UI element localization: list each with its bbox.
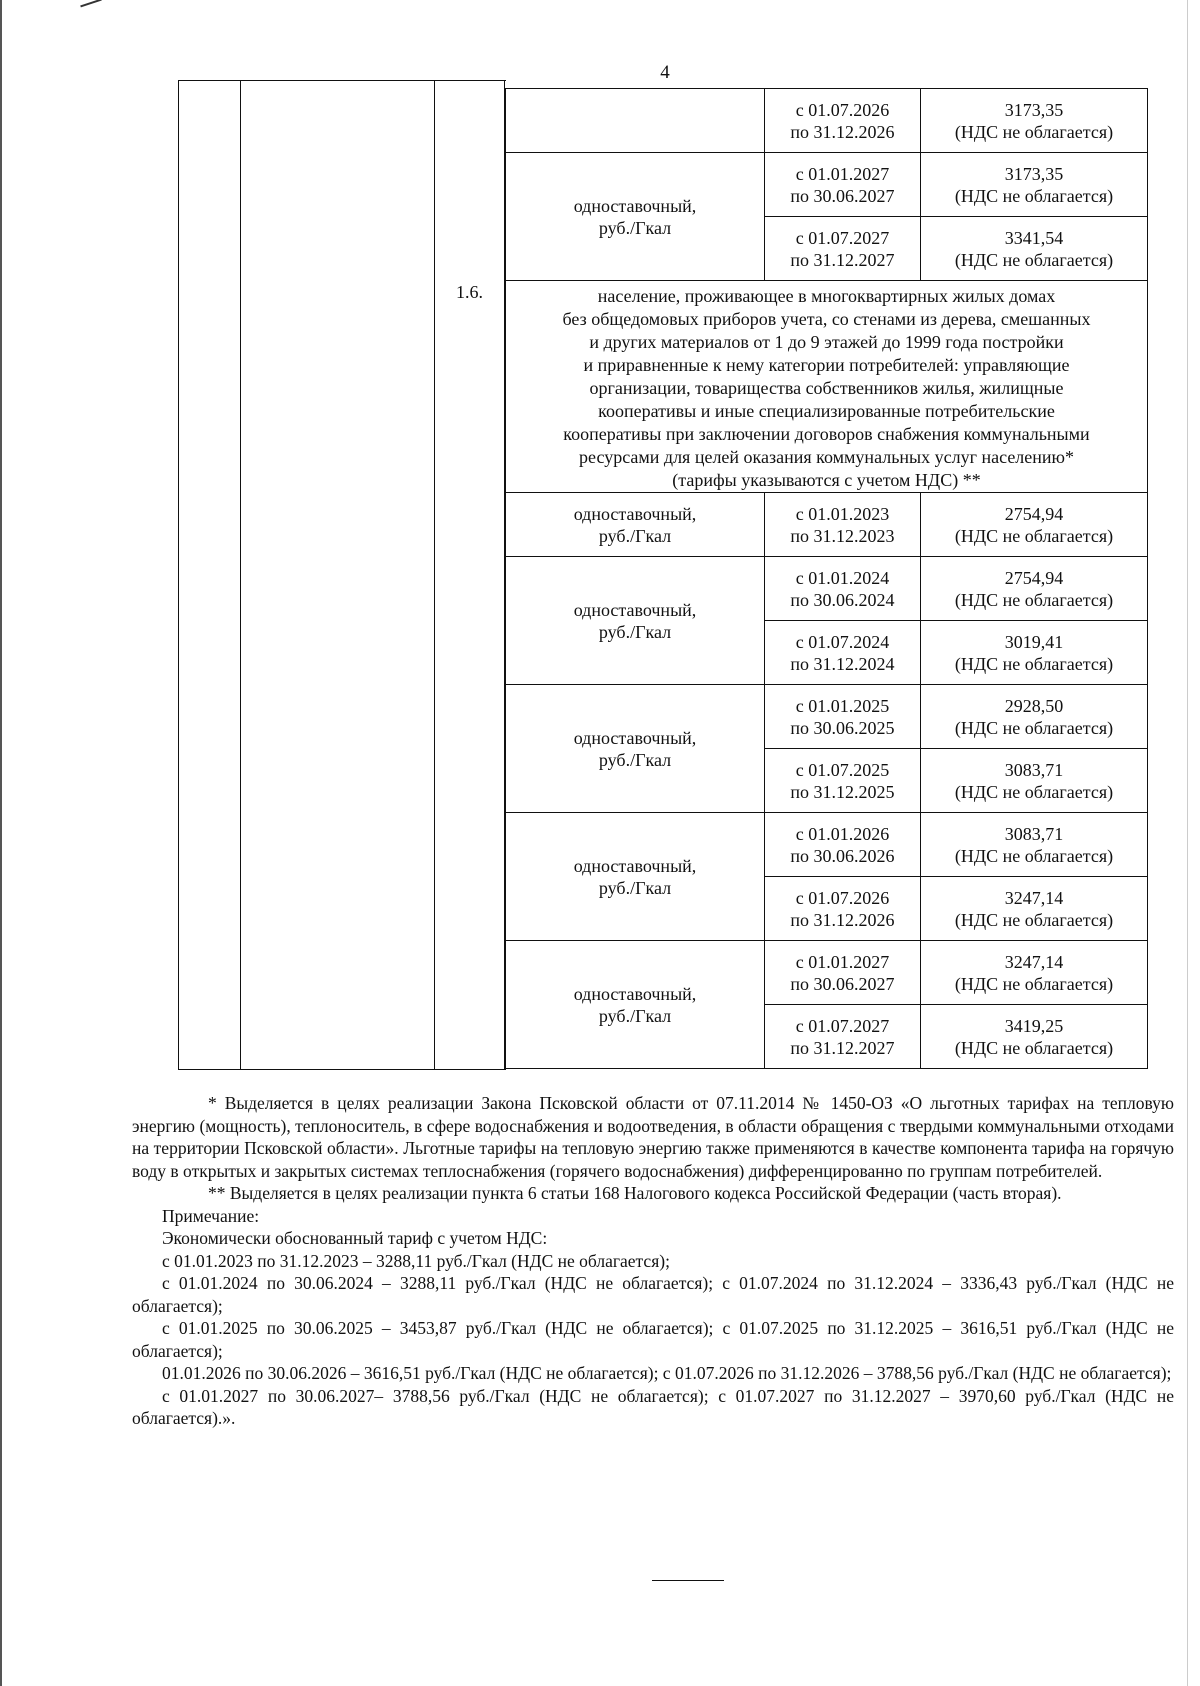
tariff-type-cell (506, 685, 765, 813)
tariff-value: 3247,14 (НДС не облагается) (954, 951, 1114, 994)
tariff-type-cell (506, 941, 765, 1069)
period-cell (765, 941, 921, 1005)
tariff-line: с 01.01.2027 по 30.06.2027– 3788,56 руб./Гкал (НДС не облагается); с 01.07.2027 по 31.12.2027 – 3970,60 руб./Гкал (НДС не облагается).». (132, 1385, 1174, 1428)
table-row (506, 493, 1148, 557)
table-row (506, 557, 1148, 621)
tariff-type: одноставочный, руб./Гкал (573, 727, 697, 770)
value-cell (921, 1005, 1148, 1069)
value-cell (921, 557, 1148, 621)
table-row (506, 153, 1148, 217)
period-cell (765, 493, 921, 557)
tariff-type-cell (506, 493, 765, 557)
item-number: 1.6. (456, 282, 483, 302)
period: с 01.01.2027 по 30.06.2027 (790, 163, 895, 206)
tariff-value: 3173,35 (НДС не облагается) (954, 99, 1114, 142)
period: с 01.01.2027 по 30.06.2027 (790, 951, 895, 994)
tariff-line: 01.01.2026 по 30.06.2026 – 3616,51 руб./Гкал (НДС не облагается); с 01.07.2026 по 31.12.2026 – 3788,56 руб./Гкал (НДС не облагается); (162, 1363, 1172, 1383)
scan-mark (80, 0, 102, 7)
tariff-value: 3083,71 (НДС не облагается) (954, 759, 1114, 802)
tariff-value: 3173,35 (НДС не облагается) (954, 163, 1114, 206)
period-cell (765, 877, 921, 941)
value-cell (921, 493, 1148, 557)
value-cell (921, 877, 1148, 941)
table-row (506, 813, 1148, 877)
tariff-value: 3341,54 (НДС не облагается) (954, 227, 1114, 270)
end-divider (652, 1580, 724, 1581)
consumer-category-cell (506, 281, 1148, 493)
tariff-value: 2928,50 (НДС не облагается) (954, 695, 1114, 738)
tariff-type: одноставочный, руб./Гкал (573, 599, 697, 642)
value-cell (921, 813, 1148, 877)
value-cell (921, 89, 1148, 153)
table-top-border (178, 80, 506, 81)
tariff-value: 2754,94 (НДС не облагается) (954, 503, 1114, 546)
period-cell (765, 813, 921, 877)
table-bottom-border (178, 1069, 506, 1070)
period-cell (765, 621, 921, 685)
table-row (506, 89, 1148, 153)
tariff-type: одноставочный, руб./Гкал (573, 503, 697, 546)
period: с 01.07.2027 по 31.12.2027 (790, 1015, 895, 1058)
tariff-type-cell (506, 89, 765, 153)
tariff-line: с 01.01.2023 по 31.12.2023 – 3288,11 руб./Гкал (НДС не облагается); (162, 1250, 670, 1271)
period: с 01.07.2024 по 31.12.2024 (790, 631, 895, 674)
notes-section (132, 1092, 1174, 1430)
period-cell (765, 1005, 921, 1069)
note-label: Примечание: (162, 1205, 260, 1226)
tariff-value: 3419,25 (НДС не облагается) (954, 1015, 1114, 1058)
tariff-label: Экономически обоснованный тариф с учетом НДС: (162, 1228, 548, 1248)
period: с 01.07.2025 по 31.12.2025 (790, 759, 895, 802)
value-cell (921, 153, 1148, 217)
table-col-divider (434, 80, 435, 1070)
period-cell (765, 557, 921, 621)
page-number: 4 (660, 62, 670, 83)
period: с 01.07.2026 по 31.12.2026 (790, 99, 895, 142)
value-cell (921, 749, 1148, 813)
tariff-line: с 01.01.2024 по 30.06.2024 – 3288,11 руб./Гкал (НДС не облагается); с 01.07.2024 по 31.12.2024 – 3336,43 руб./Гкал (НДС не облагается); (132, 1273, 1174, 1316)
tariff-value: 3083,71 (НДС не облагается) (954, 823, 1114, 866)
table-row (506, 685, 1148, 749)
tariff-type: одноставочный, руб./Гкал (573, 195, 697, 238)
category-row (506, 281, 1148, 493)
tariff-type-cell (506, 153, 765, 281)
period: с 01.01.2025 по 30.06.2025 (790, 695, 895, 738)
tariff-type: одноставочный, руб./Гкал (573, 983, 697, 1026)
period: с 01.01.2024 по 30.06.2024 (790, 567, 895, 610)
period-cell (765, 89, 921, 153)
tariff-type-cell (506, 813, 765, 941)
value-cell (921, 217, 1148, 281)
table-col-divider (240, 80, 241, 1070)
value-cell (921, 941, 1148, 1005)
tariff-value: 2754,94 (НДС не облагается) (954, 567, 1114, 610)
period-cell (765, 685, 921, 749)
period-cell (765, 749, 921, 813)
table-row (506, 941, 1148, 1005)
tariff-table (505, 88, 1148, 1069)
period-cell (765, 153, 921, 217)
period: с 01.01.2026 по 30.06.2026 (790, 823, 895, 866)
tariff-value: 3247,14 (НДС не облагается) (954, 887, 1114, 930)
value-cell (921, 685, 1148, 749)
period: с 01.01.2023 по 31.12.2023 (790, 503, 895, 546)
tariff-type-cell (506, 557, 765, 685)
table-left-border (178, 80, 179, 1070)
tariff-value: 3019,41 (НДС не облагается) (954, 631, 1114, 674)
period-cell (765, 217, 921, 281)
period: с 01.07.2027 по 31.12.2027 (790, 227, 895, 270)
value-cell (921, 621, 1148, 685)
tariff-type: одноставочный, руб./Гкал (573, 855, 697, 898)
period: с 01.07.2026 по 31.12.2026 (790, 887, 895, 930)
scan-left-edge (0, 0, 2, 1686)
consumer-category: население, проживающее в многоквартирных жилых домах без общедомовых приборов учета, со стенами из дерева, смешанных и других материалов от 1 до 9 этажей до 1999 года постройки и приравненные к нему категории потребителей: управляющие организации, товарищества собственников жилья, жилищные кооперативы и иные специализированные потребительские кооперативы при заключении договоров снабжения коммунальными ресурсами для целей оказания коммунальных услуг населению* (тарифы указываются с учетом НДС) ** (562, 286, 1091, 490)
footnote-one: * Выделяется в целях реализации Закона Псковской области от 07.11.2014 № 1450-ОЗ «О льготных тарифах на тепловую энергию (мощность), теплоноситель, в сфере водоснабжения и водоотведения, в области обращения с твердыми коммунальными отходами на территории Псковской области». Льготные тарифы на тепловую энергию также применяются в качестве компонента тарифа на горячую воду в открытых и закрытых системах теплоснабжения (горячего водоснабжения) дифференцированно по группам потребителей. (132, 1093, 1174, 1181)
scan-right-edge (1187, 0, 1188, 1686)
footnote-two: ** Выделяется в целях реализации пункта 6 статьи 168 Налогового кодекса Российской Федерации (часть вторая). (208, 1183, 1062, 1203)
tariff-line: с 01.01.2025 по 30.06.2025 – 3453,87 руб./Гкал (НДС не облагается); с 01.07.2025 по 31.12.2025 – 3616,51 руб./Гкал (НДС не облагается); (132, 1318, 1174, 1361)
